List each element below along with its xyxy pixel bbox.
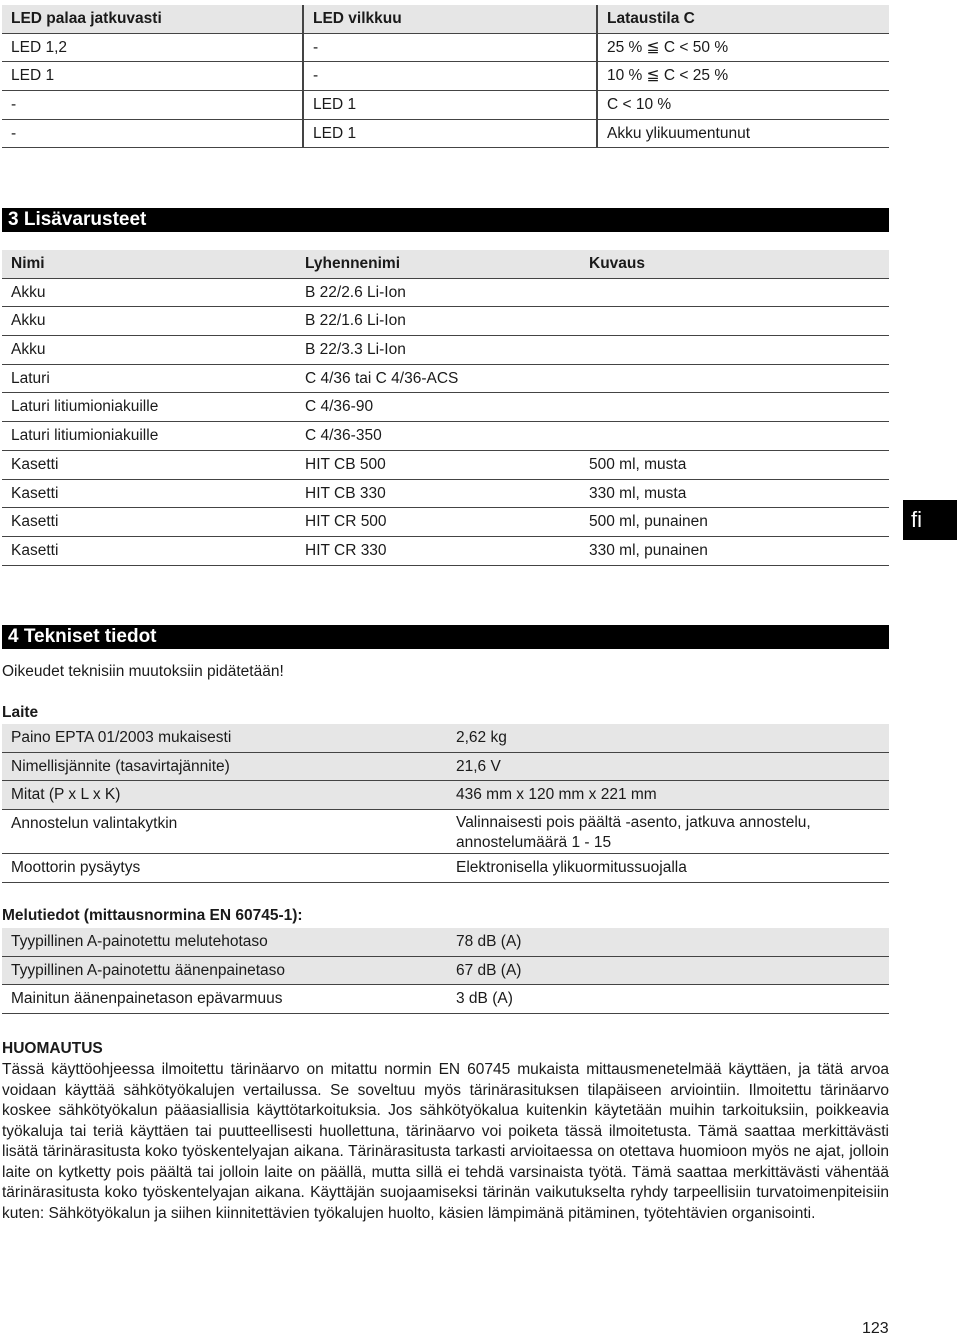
header-name: Nimi (11, 255, 45, 272)
table-row (2, 508, 889, 537)
cell: Kasetti (11, 455, 59, 473)
cell: - (11, 96, 17, 114)
table-row (2, 480, 889, 509)
spec-value: Valinnaisesti pois päältä -asento, jatkuva annostelu, annostelumäärä 1 - 15 (456, 814, 811, 852)
cell: C 4/36-350 (305, 427, 382, 445)
cell: Akku ylikuumentunut (607, 124, 751, 142)
header-description: Kuvaus (589, 255, 645, 272)
cell: C < 10 % (607, 96, 672, 114)
spec-label: Tyypillinen A-painotettu melutehotaso (11, 933, 268, 950)
cell: Akku (11, 283, 46, 301)
spec-value: 436 mm x 120 mm x 221 mm (456, 786, 657, 804)
cell: HIT CR 500 (305, 513, 387, 531)
table-row (2, 928, 889, 957)
spec-value: 21,6 V (456, 757, 501, 775)
header-shortname: Lyhennenimi (305, 255, 401, 272)
cell: 25 % ≦ C < 50 % (607, 38, 729, 56)
table-row (2, 810, 889, 854)
table-row (2, 724, 889, 753)
table-row (2, 985, 889, 1014)
table-row (2, 451, 889, 480)
spec-label: Mainitun äänenpainetason epävarmuus (11, 990, 283, 1008)
spec-value: 3 dB (A) (456, 990, 513, 1008)
spec-label: Annostelun valintakytkin (11, 815, 178, 833)
language-tab: fi (903, 500, 957, 540)
table-row (2, 422, 889, 451)
spec-value: 67 dB (A) (456, 961, 522, 979)
table-row (2, 753, 889, 782)
table-row (2, 279, 889, 308)
table-row (2, 120, 889, 149)
page-number: 123 (862, 1320, 889, 1337)
cell: - (11, 124, 17, 142)
led-status-table (2, 5, 889, 148)
table-row (2, 91, 889, 120)
cell: C 4/36-90 (305, 398, 374, 416)
cell: Akku (11, 341, 46, 359)
section3-title: 3 Lisävarusteet (2, 208, 889, 232)
cell: LED 1 (313, 124, 357, 142)
spec-label: Paino EPTA 01/2003 mukaisesti (11, 729, 232, 746)
spec-label: Tyypillinen A-painotettu äänenpainetaso (11, 961, 286, 979)
spec-label: Moottorin pysäytys (11, 859, 141, 877)
cell: HIT CR 330 (305, 541, 387, 559)
cell: LED 1,2 (11, 38, 68, 56)
table-row (2, 34, 889, 63)
spec-value: 78 dB (A) (456, 933, 522, 950)
cell: B 22/3.3 Li-Ion (305, 341, 406, 359)
cell: Kasetti (11, 484, 59, 502)
table-row (2, 393, 889, 422)
spec-value: 2,62 kg (456, 729, 507, 746)
notice-heading: HUOMAUTUS (2, 1040, 103, 1057)
header-charge-state: Lataustila C (607, 10, 695, 27)
cell: 10 % ≦ C < 25 % (607, 67, 729, 85)
cell: 500 ml, punainen (589, 513, 708, 531)
led-table-header (2, 5, 889, 34)
accessories-header (2, 250, 889, 279)
cell: 500 ml, musta (589, 455, 687, 473)
cell: - (313, 38, 319, 56)
section4-subtitle: Oikeudet teknisiin muutoksiin pidätetään! (2, 663, 284, 680)
device-specs-table (2, 724, 889, 883)
cell: LED 1 (313, 96, 357, 114)
device-heading: Laite (2, 704, 39, 721)
cell: B 22/2.6 Li-Ion (305, 283, 406, 301)
spec-label: Mitat (P x L x K) (11, 786, 121, 804)
cell: HIT CB 500 (305, 455, 386, 473)
table-row (2, 62, 889, 91)
cell: LED 1 (11, 67, 55, 85)
cell: 330 ml, punainen (589, 541, 708, 559)
cell: Akku (11, 312, 46, 330)
cell: - (313, 67, 319, 85)
table-row (2, 365, 889, 394)
cell: C 4/36 tai C 4/36-ACS (305, 369, 459, 387)
header-led-blinking: LED vilkkuu (313, 10, 402, 27)
noise-specs-table (2, 928, 889, 1014)
section4-title: 4 Tekniset tiedot (2, 625, 889, 649)
spec-value: Elektronisella ylikuormitussuojalla (456, 859, 687, 877)
accessories-table (2, 250, 889, 566)
cell: Laturi (11, 369, 50, 387)
cell: Laturi litiumioniakuille (11, 427, 159, 445)
table-row (2, 781, 889, 810)
table-row (2, 336, 889, 365)
cell: Kasetti (11, 541, 59, 559)
cell: Laturi litiumioniakuille (11, 398, 159, 416)
cell: B 22/1.6 Li-Ion (305, 312, 406, 330)
table-row (2, 957, 889, 986)
header-led-steady: LED palaa jatkuvasti (11, 10, 162, 27)
table-row (2, 307, 889, 336)
cell: 330 ml, musta (589, 484, 687, 502)
table-row (2, 854, 889, 883)
notice-text: Tässä käyttöohjeessa ilmoitettu tärinäarvo on mitattu normin EN 60745 mukaista mittausmenetelmää käyttäen, ja tätä arvoa voidaan käyttää sähkötyökalujen vertailussa. Se soveltuu myös tärinärasituksen tilapäiseen arviointiin. Ilmoitettu tärinäarvo koskee sähkötyökalun pääasiallisia käyttötarkoituksia. Jos sähkötyökalua kuitenkin käytetään muihin tarkoituksiin, poikkeavia työkaluja tai teriä käyttäen tai puutteellisesti huollettuna, tärinäarvo voi poiketa tässä ilmoitetusta. Tämä saattaa merkittävästi lisätä tärinärasitusta koko työskentelyajan aikana. Tärinärasitusta tarkasti arvioitaessa on otettava huomioon myös ne ajat, jolloin laite on kytketty pois päältä tai jolloin laite on päällä, mutta sillä ei tehdä varsinaista työtä. Tämä saattaa merkittävästi vähentää tärinärasitusta koko työskentelyajan aikana. Käyttäjän suojaamiseksi tärinän vaikutukselta ryhdy tarpeellisiin turvatoimenpiteisiin kuten: Sähkötyökalun ja siihen kiinnitettävien työkalujen huolto, käsien lämpimänä pitäminen, työtehtävien organisointi. (2, 1061, 889, 1222)
spec-label: Nimellisjännite (tasavirtajännite) (11, 757, 230, 775)
cell: Kasetti (11, 513, 59, 531)
table-row (2, 537, 889, 566)
cell: HIT CB 330 (305, 484, 386, 502)
noise-heading: Melutiedot (mittausnormina EN 60745-1): (2, 907, 303, 924)
